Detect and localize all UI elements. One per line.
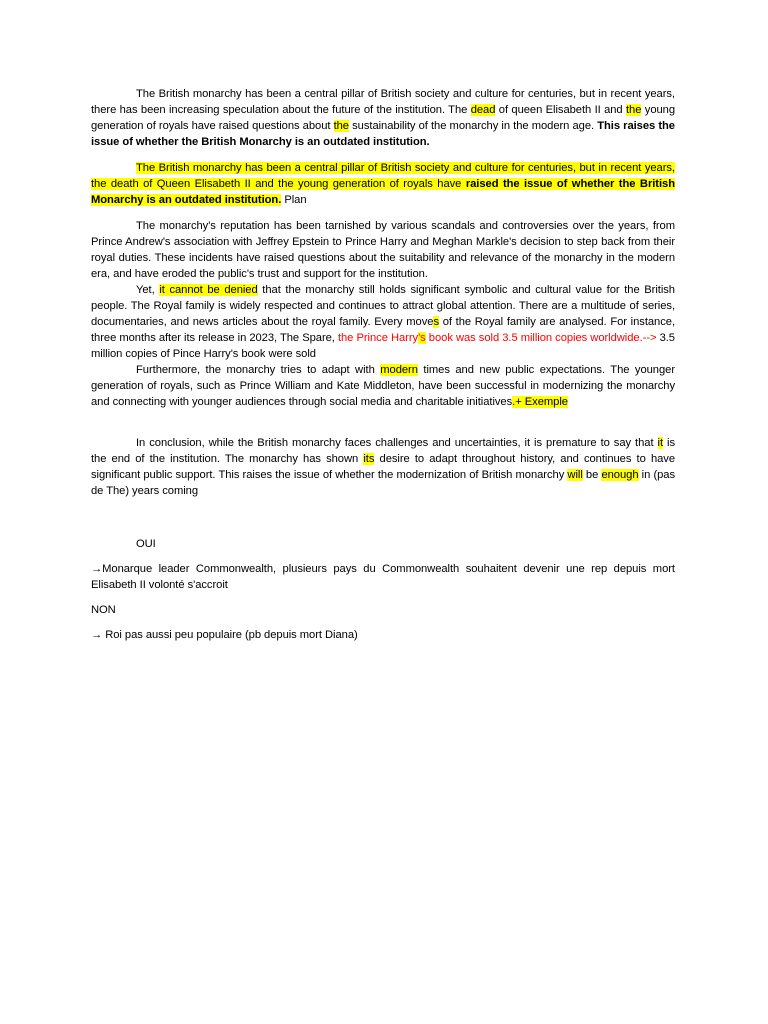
paragraph-intro-revised bbox=[91, 160, 675, 208]
text-run: in (pas de The) years coming bbox=[91, 469, 676, 497]
highlight-run: the bbox=[625, 104, 642, 116]
argument-oui: →Monarque leader Commonwealth, plusieurs pays du Commonwealth souhaitent devenir une rep depuis mort Elisabeth II volonté s'accroit bbox=[91, 563, 675, 591]
text-run: be bbox=[582, 469, 602, 481]
text-run: that the monarchy still holds significant symbolic and cultural value for the British people. The Royal family is widely respected and continues to attract global attention. There are a multitude of series, documentaries, and news articles about the royal family. Every move bbox=[91, 284, 675, 328]
problematic-statement: This raises the issue of whether the British Monarchy is an outdated institution. bbox=[91, 120, 675, 148]
red-text-run: the Prince Harry bbox=[337, 332, 419, 344]
paragraph-scandals: The monarchy's reputation has been tarnished by various scandals and controversies over the years, from Prince Andrew's association with Jeffrey Epstein to Prince Harry and Meghan Markle's decision to step back from their royal duties. These incidents have raised questions about the suitability and relevance of the monarchy in the modern era, and have eroded the public's trust and support for the institution. bbox=[91, 220, 675, 280]
red-highlight-run: 's bbox=[418, 332, 426, 344]
text-run: of the Royal family are analysed. For instance, three months after its release in 2023, The Spare, bbox=[91, 316, 675, 344]
highlight-run: modern bbox=[380, 364, 418, 376]
text-run: desire to adapt throughout history, and continues to have significant public support. This raises the issue of whether the modernization of British monarchy bbox=[91, 453, 675, 481]
highlight-run: enough bbox=[601, 469, 639, 481]
highlight-run: will bbox=[567, 469, 583, 481]
highlight-run: The British monarchy has been a central pillar of British society and culture for centuries, but in recent years, the death of Queen Elisabeth II and the young generation of royals have bbox=[91, 162, 675, 190]
paragraph-symbolic-value bbox=[91, 282, 675, 362]
paragraph-intro bbox=[91, 86, 675, 150]
argument-non: → Roi pas aussi peu populaire (pb depuis mort Diana) bbox=[91, 629, 358, 641]
plan-note: Plan bbox=[281, 194, 307, 206]
highlight-run: dead bbox=[470, 104, 496, 116]
text-run: In conclusion, while the British monarchy faces challenges and uncertainties, it is premature to say that bbox=[136, 437, 658, 449]
heading-oui: OUI bbox=[136, 538, 156, 550]
highlight-run: the bbox=[333, 120, 349, 132]
highlight-run: .+ Exemple bbox=[512, 396, 568, 408]
paragraph-conclusion bbox=[91, 435, 675, 499]
highlight-run: it cannot be denied bbox=[159, 284, 258, 296]
highlight-run: its bbox=[363, 453, 375, 465]
highlight-run: s bbox=[433, 316, 439, 328]
text-run: is the end of the institution. The monarchy has shown bbox=[91, 437, 675, 465]
text-run: Yet, bbox=[136, 284, 160, 296]
heading-non: NON bbox=[91, 604, 116, 616]
highlight-bold-run: raised the issue of whether the British Monarchy is an outdated institution. bbox=[91, 178, 675, 206]
text-run: 3.5 million copies of Pince Harry's book were sold bbox=[91, 332, 675, 360]
text-run: times and new public expectations. The younger generation of royals, such as Prince William and Kate Middleton, have been successful in modernizing the monarchy and connecting with younger audiences through social media and charitable initiatives bbox=[91, 364, 675, 408]
red-text-run: book was sold 3.5 million copies worldwide.--> bbox=[425, 332, 657, 344]
document-body bbox=[91, 86, 675, 643]
paragraph-adaptation bbox=[91, 362, 675, 410]
text-run: young generation of royals have raised questions about bbox=[91, 104, 676, 132]
text-run: sustainability of the monarchy in the modern age. bbox=[348, 120, 598, 132]
text-run: The British monarchy has been a central pillar of British society and culture for centuries, but in recent years, there has been increasing speculation about the future of the institution. The bbox=[91, 88, 675, 116]
text-run: Furthermore, the monarchy tries to adapt with bbox=[136, 364, 381, 376]
text-run: of queen Elisabeth II and bbox=[495, 104, 626, 116]
highlight-run: it bbox=[657, 437, 664, 449]
